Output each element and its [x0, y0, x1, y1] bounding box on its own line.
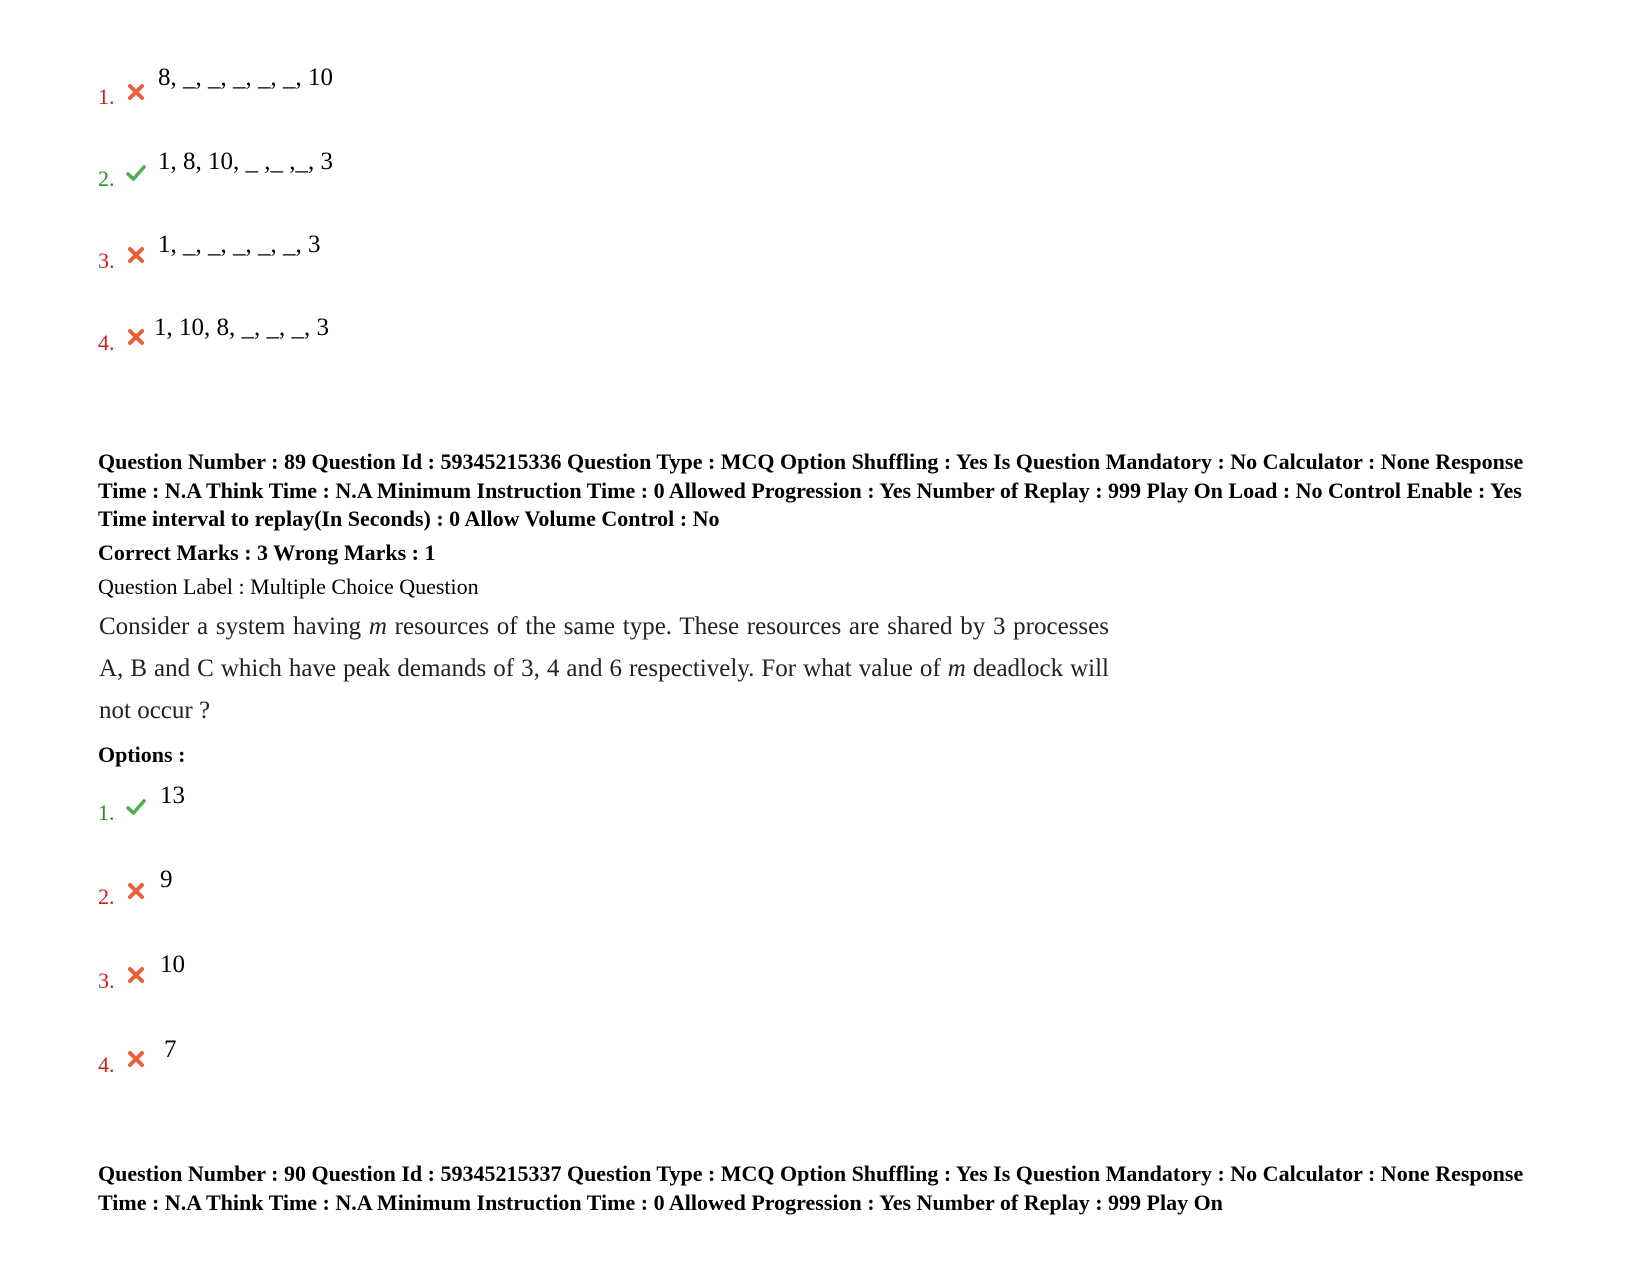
cross-icon: [126, 1049, 146, 1069]
option-text: 10: [160, 951, 185, 978]
option-number: 4.: [98, 330, 115, 355]
check-icon: [126, 163, 146, 183]
question-89-marks: Correct Marks : 3 Wrong Marks : 1: [98, 540, 436, 565]
option-text: 1, 10, 8, _, _, _, 3: [154, 314, 329, 341]
option-text: 13: [160, 782, 185, 809]
cross-icon: [126, 881, 146, 901]
option-number: 3.: [98, 968, 115, 993]
cross-icon: [126, 245, 146, 265]
option-number: 2.: [98, 166, 115, 191]
option-number: 1.: [98, 84, 115, 109]
option-text: 1, 8, 10, _ ,_ ,_, 3: [158, 148, 333, 175]
question-89-label: Question Label : Multiple Choice Question: [98, 574, 479, 599]
cross-icon: [126, 82, 146, 102]
option-number: 4.: [98, 1052, 115, 1077]
option-text: 7: [164, 1036, 177, 1063]
check-icon: [126, 797, 146, 817]
option-number: 2.: [98, 884, 115, 909]
question-89-text: Consider a system having m resources of the same type. These resources are shared by 3 processes A, B and C which have peak demands of 3, 4 and 6 respectively. For what value of m deadlock will not occur ?: [99, 613, 1109, 724]
option-number: 1.: [98, 800, 115, 825]
option-number: 3.: [98, 248, 115, 273]
cross-icon: [126, 327, 146, 347]
question-90-metadata: Question Number : 90 Question Id : 59345215337 Question Type : MCQ Option Shuffling : Yes Is Question Mandatory : No Calculator : None Response Time : N.A Think Time : N.A Minimum Instruction Time : 0 Allowed Progression : Yes Number of Replay : 999 Play On: [98, 1161, 1524, 1215]
option-text: 8, _, _, _, _, _, 10: [158, 64, 333, 91]
option-text: 9: [160, 866, 173, 893]
cross-icon: [126, 965, 146, 985]
option-text: 1, _, _, _, _, _, 3: [158, 231, 321, 258]
options-heading: Options :: [98, 742, 186, 767]
question-89-metadata: Question Number : 89 Question Id : 59345215336 Question Type : MCQ Option Shuffling : Yes Is Question Mandatory : No Calculator : None Response Time : N.A Think Time : N.A Minimum Instruction Time : 0 Allowed Progression : Yes Number of Replay : 999 Play On Load : No Control Enable : Yes Time interval to replay(In Seconds) : 0 Allow Volume Control : No: [98, 449, 1524, 531]
